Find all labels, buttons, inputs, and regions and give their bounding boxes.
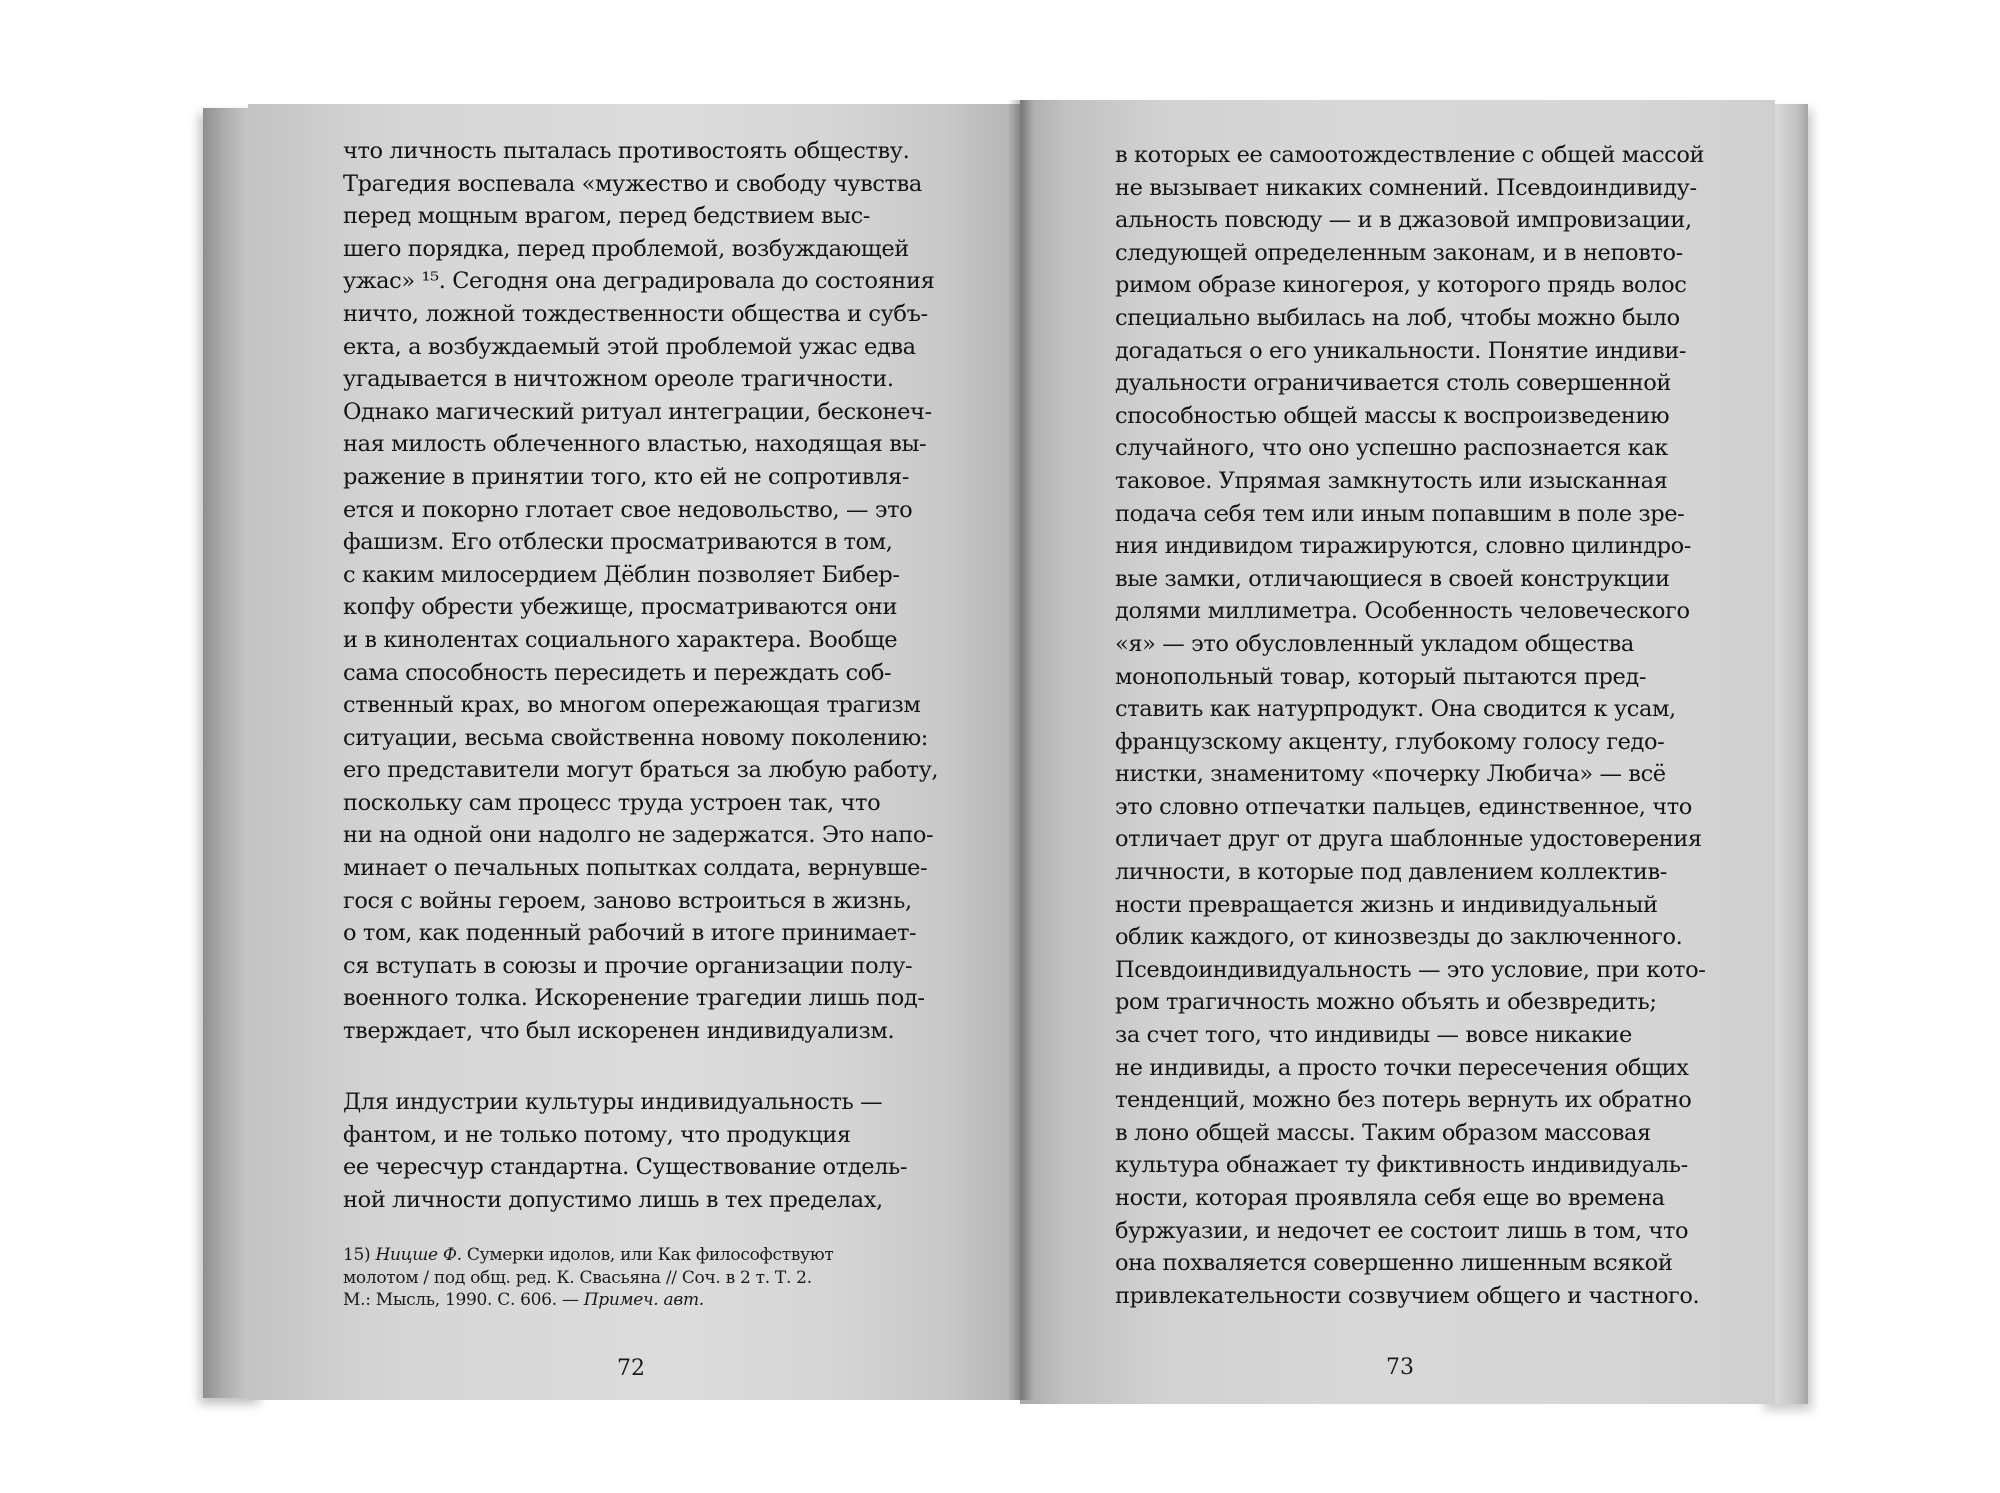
text-line: ная милость облеченного властью, находящая вы- <box>343 431 927 458</box>
text-line: о том, как поденный рабочий в итоге принимает- <box>343 920 917 947</box>
text-line: и в кинолентах социального характера. Вообще <box>343 626 898 653</box>
text-line: облик каждого, от кинозвезды до заключенного. <box>1115 924 1683 951</box>
text-line: способностью общей массы к воспроизведению <box>1115 402 1670 429</box>
text-line: Псевдоиндивидуальность — это условие, при кото- <box>1115 956 1706 983</box>
text-line: тенденций, можно без потерь вернуть их обратно <box>1115 1087 1692 1114</box>
text-line: ной личности допустимо лишь в тех пределах, <box>343 1186 883 1213</box>
text-line: за счет того, что индивиды — вовсе никакие <box>1115 1022 1632 1049</box>
left-page-paragraph-2 <box>343 1086 907 1216</box>
right-page-number: 73 <box>1386 1355 1414 1380</box>
text-line: минает о печальных попытках солдата, вернувше- <box>343 855 928 882</box>
text-line: ности превращается жизнь и индивидуальный <box>1115 891 1658 918</box>
text-line: ется и покорно глотает свое недовольство, — это <box>343 496 913 523</box>
text-line: тверждает, что был искоренен индивидуализм. <box>343 1018 895 1045</box>
text-line: его представители могут браться за любую работу, <box>343 757 939 784</box>
text-line: культура обнажает ту фиктивность индивидуаль- <box>1115 1152 1688 1179</box>
text-line: нистки, знаменитому «почерку Любича» — всё <box>1115 761 1666 788</box>
text-line: специально выбилась на лоб, чтобы можно было <box>1115 304 1680 331</box>
text-line: Однако магический ритуал интеграции, бесконеч- <box>343 398 932 425</box>
footnote <box>343 1244 833 1312</box>
text-line: Трагедия воспевала «мужество и свободу чувства <box>343 170 922 197</box>
text-line: ности, которая проявляла себя еще во времена <box>1115 1185 1665 1211</box>
text-line: ставить как натурпродукт. Она сводится к усам, <box>1115 696 1676 723</box>
text-line: долями миллиметра. Особенность человеческого <box>1115 598 1690 625</box>
text-line: римом образе киногероя, у которого прядь волос <box>1115 272 1687 299</box>
text-line: ся вступать в союзы и прочие организации полу- <box>343 952 913 979</box>
text-line: екта, а возбуждаемый этой проблемой ужас едва <box>343 333 916 360</box>
footnote-note: Примеч. авт. <box>583 1290 704 1310</box>
text-line: это словно отпечатки пальцев, единственное, что <box>1115 793 1692 820</box>
text-line: военного толка. Искоренение трагедии лишь под- <box>343 985 925 1012</box>
text-line: шего порядка, перед проблемой, возбуждающей <box>343 235 909 262</box>
text-line: перед мощным врагом, перед бедствием выс- <box>343 203 870 230</box>
text-line: следующей определенным законам, и в неповто- <box>1115 239 1683 266</box>
footnote-number: 15) <box>343 1245 371 1265</box>
text-line: Для индустрии культуры индивидуальность — <box>343 1089 883 1115</box>
footnote-publisher: М.: Мысль, 1990. С. 606. — <box>343 1290 579 1310</box>
text-line: поскольку сам процесс труда устроен так, что <box>343 789 881 816</box>
text-line: подача себя тем или иным попавшим в поле зре- <box>1115 500 1685 527</box>
text-line: дуальности ограничивается столь совершенной <box>1115 370 1671 397</box>
left-page-number: 72 <box>617 1356 645 1381</box>
book-gutter-shadow <box>1008 100 1034 1400</box>
text-line: личности, в которые под давлением коллектив- <box>1115 859 1667 886</box>
text-line: сама способность пересидеть и переждать соб- <box>343 659 892 686</box>
text-line: она похваляется совершенно лишенным всякой <box>1115 1250 1673 1277</box>
text-line: ее чересчур стандартна. Существование отдель- <box>343 1154 908 1181</box>
text-line: фантом, и не только потому, что продукция <box>343 1121 851 1148</box>
text-line: не вызывает никаких сомнений. Псевдоиндивиду- <box>1115 174 1697 201</box>
text-line: случайного, что оно успешно распознается как <box>1115 435 1668 462</box>
text-line: «я» — это обусловленный укладом общества <box>1115 630 1634 657</box>
text-line: ни на одной они надолго не задержатся. Это напо- <box>343 822 934 849</box>
text-line: что личность пыталась противостоять обществу. <box>343 138 910 164</box>
text-line: ситуации, весьма свойственна новому поколению: <box>343 724 928 751</box>
text-line: ражение в принятии того, кто ей не сопротивля- <box>343 463 909 490</box>
text-line: фашизм. Его отблески просматриваются в том, <box>343 529 893 556</box>
right-page-paragraph <box>1115 139 1705 1312</box>
left-page-paragraph-1 <box>343 135 938 1048</box>
text-line: с каким милосердием Дёблин позволяет Бибер- <box>343 561 900 588</box>
text-line: в которых ее самоотождествление с общей массой <box>1115 142 1705 168</box>
text-line: догадаться о его уникальности. Понятие индиви- <box>1115 337 1687 364</box>
footnote-line-2: молотом / под общ. ред. К. Свасьяна // Соч. в 2 т. Т. 2. <box>343 1267 812 1288</box>
text-line: вые замки, отличающиеся в своей конструкции <box>1115 565 1670 592</box>
text-line: ничто, ложной тождественности общества и субъ- <box>343 300 928 327</box>
text-line: ром трагичность можно объять и обезвредить; <box>1115 989 1657 1016</box>
text-line: привлекательности созвучием общего и частного. <box>1115 1282 1700 1309</box>
text-line: отличает друг от друга шаблонные удостоверения <box>1115 826 1702 853</box>
footnote-title: Сумерки идолов, или Как философствуют <box>466 1245 834 1265</box>
text-line: альность повсюду — и в джазовой импровизации, <box>1115 207 1692 234</box>
text-line: гося с войны героем, заново встроиться в жизнь, <box>343 887 912 914</box>
text-line: французскому акценту, глубокому голосу гедо- <box>1115 728 1665 755</box>
text-line: не индивиды, а просто точки пересечения общих <box>1115 1054 1689 1081</box>
text-line: таковое. Упрямая замкнутость или изысканная <box>1115 467 1668 494</box>
text-line: ния индивидом тиражируются, словно цилиндро- <box>1115 533 1691 560</box>
text-line: монопольный товар, который пытаются пред- <box>1115 663 1647 690</box>
footnote-line-3 <box>343 1289 833 1312</box>
text-line: буржуазии, и недочет ее состоит лишь в том, что <box>1115 1217 1689 1244</box>
footnote-line-1 <box>343 1244 833 1267</box>
text-line: ужас» ¹⁵. Сегодня она деградировала до состояния <box>343 268 935 295</box>
text-line: копфу обрести убежище, просматриваются они <box>343 594 898 621</box>
text-line: в лоно общей массы. Таким образом массовая <box>1115 1119 1651 1146</box>
text-line: угадывается в ничтожном ореоле трагичности. <box>343 366 894 393</box>
text-line: ственный крах, во многом опережающая трагизм <box>343 692 921 719</box>
footnote-author: Ницше Ф. <box>375 1245 462 1265</box>
